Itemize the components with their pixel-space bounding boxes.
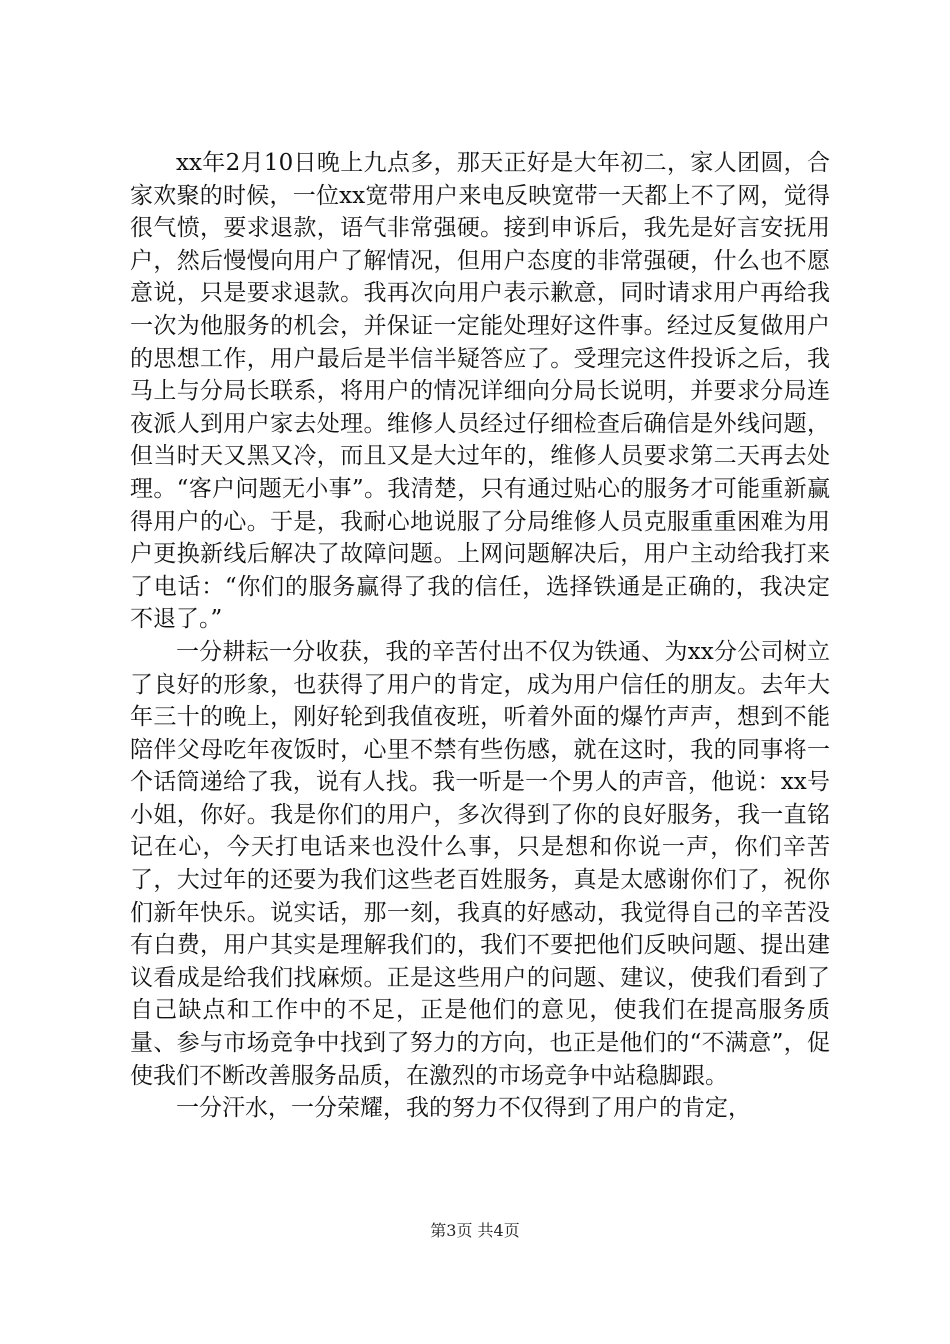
page-number-label: 第3页 共4页	[430, 1221, 520, 1240]
paragraph-2: 一分耕耘一分收获，我的辛苦付出不仅为铁通、为xx分公司树立了良好的形象，也获得了用户的肯定，成为用户信任的朋友。去年大年三十的晚上，刚好轮到我值夜班，听着外面的爆竹声声，想到不能陪伴父母吃年夜饭时，心里不禁有些伤感，就在这时，我的同事将一个话筒递给了我，说有人找。我一听是一个男人的声音，他说：xx号小姐，你好。我是你们的用户，多次得到了你的良好服务，我一直铭记在心，今天打电话来也没什么事，只是想和你说一声，你们辛苦了，大过年的还要为我们这些老百姓服务，真是太感谢你们了，祝你们新年快乐。说实话，那一刻，我真的好感动，我觉得自己的辛苦没有白费，用户其实是理解我们的，我们不要把他们反映问题、提出建议看成是给我们找麻烦。正是这些用户的问题、建议，使我们看到了自己缺点和工作中的不足，正是他们的意见，使我们在提高服务质量、参与市场竞争中找到了努力的方向，也正是他们的“不满意”，促使我们不断改善服务品质，在激烈的市场竞争中站稳脚跟。	[130, 638, 830, 1089]
body-text	[130, 147, 830, 1125]
paragraph-1: xx年2月10日晚上九点多，那天正好是大年初二，家人团圆，合家欢聚的时候，一位xx宽带用户来电反映宽带一天都上不了网，觉得很气愤，要求退款，语气非常强硬。接到申诉后，我先是好言安抚用户，然后慢慢向用户了解情况，但用户态度的非常强硬，什么也不愿意说，只是要求退款。我再次向用户表示歉意，同时请求用户再给我一次为他服务的机会，并保证一定能处理好这件事。经过反复做用户的思想工作，用户最后是半信半疑答应了。受理完这件投诉之后，我马上与分局长联系，将用户的情况详细向分局长说明，并要求分局连夜派人到用户家去处理。维修人员经过仔细检查后确信是外线问题，但当时天又黑又冷，而且又是大过年的，维修人员要求第二天再去处理。“客户问题无小事”。我清楚，只有通过贴心的服务才可能重新赢得用户的心。于是，我耐心地说服了分局维修人员克服重重困难为用户更换新线后解决了故障问题。上网问题解决后，用户主动给我打来了电话：“你们的服务赢得了我的信任，选择铁通是正确的，我决定不退了。”	[130, 150, 830, 633]
paragraph-3: 一分汗水，一分荣耀，我的努力不仅得到了用户的肯定，	[176, 1095, 751, 1122]
page-footer	[0, 1218, 950, 1241]
